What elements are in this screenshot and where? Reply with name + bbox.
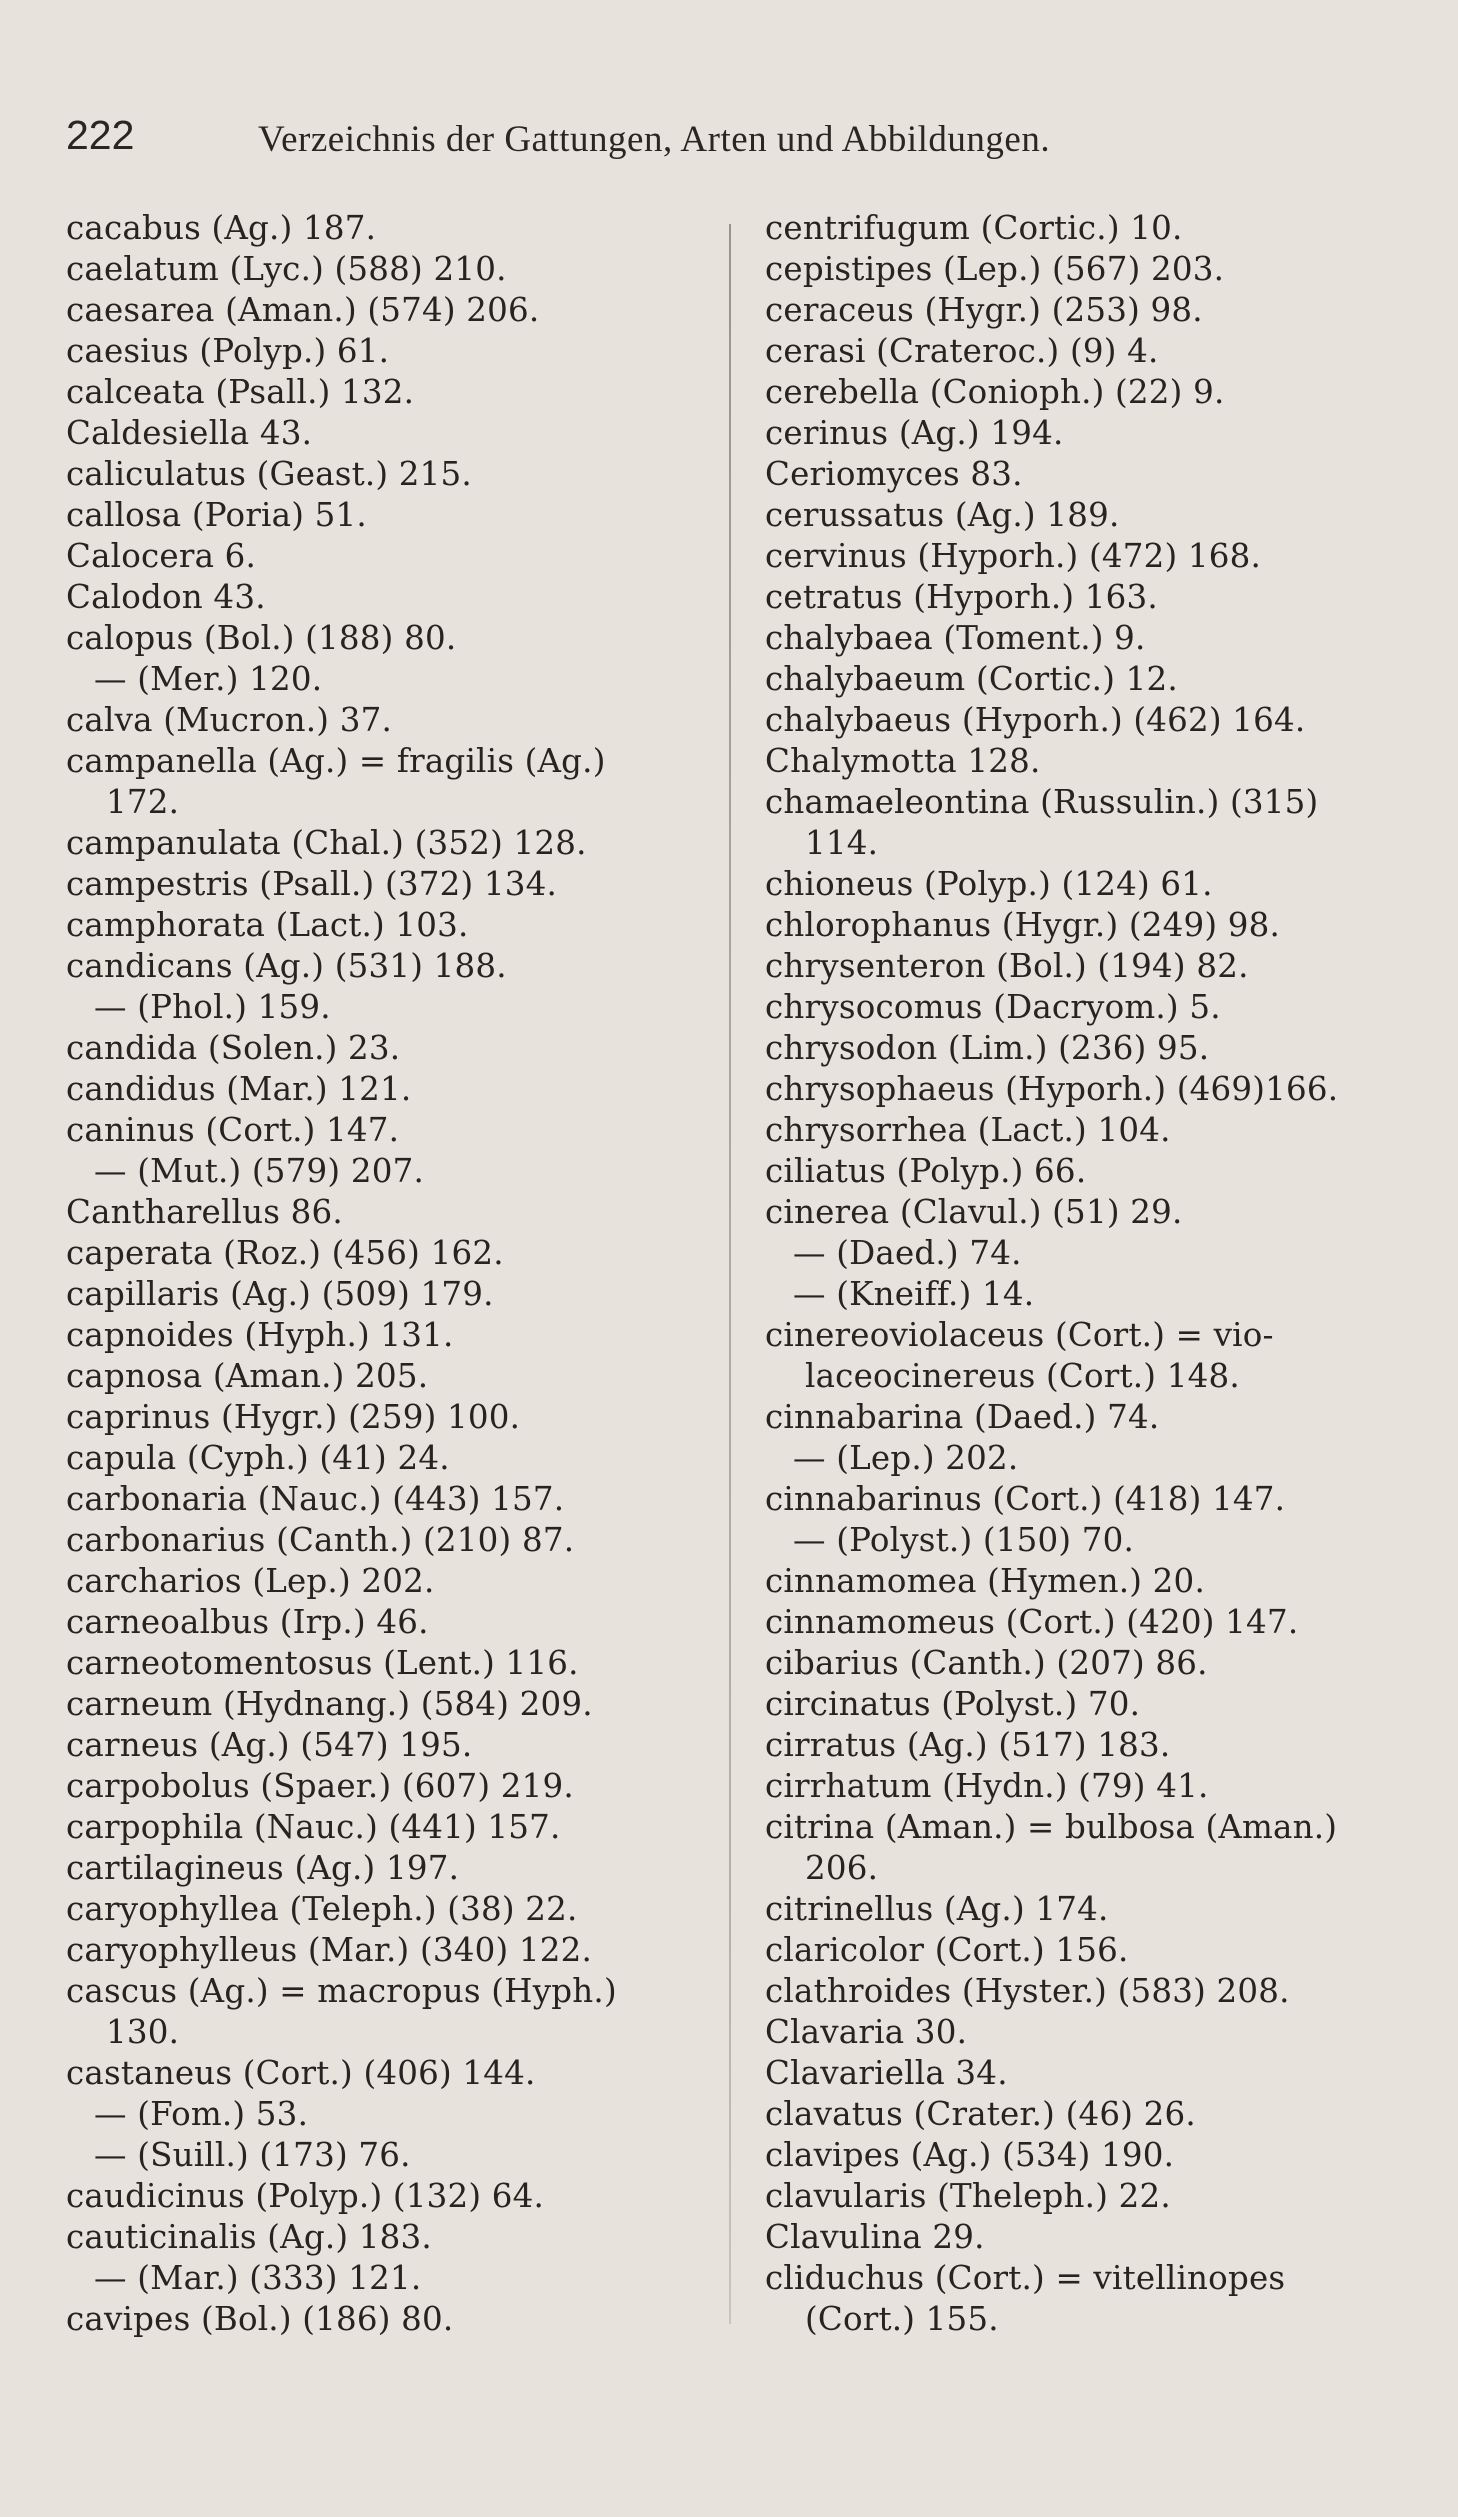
index-entry: carbonarius (Canth.) (210) 87. (66, 1521, 575, 1559)
index-entry: circinatus (Polyst.) 70. (765, 1685, 1141, 1723)
index-entry: campanulata (Chal.) (352) 128. (66, 824, 587, 862)
index-entry: chrysenteron (Bol.) (194) 82. (765, 947, 1249, 985)
index-entry: Clavariella 34. (765, 2054, 1008, 2092)
index-entry: (Cort.) 155. (805, 2300, 999, 2338)
index-entry: calceata (Psall.) 132. (66, 373, 415, 411)
index-entry: cauticinalis (Ag.) 183. (66, 2218, 432, 2256)
index-entry: cinnamomeus (Cort.) (420) 147. (765, 1603, 1299, 1641)
index-entry: carneoalbus (Irp.) 46. (66, 1603, 429, 1641)
index-entry: chioneus (Polyp.) (124) 61. (765, 865, 1213, 903)
index-entry: capillaris (Ag.) (509) 179. (66, 1275, 494, 1313)
index-entry: chlorophanus (Hygr.) (249) 98. (765, 906, 1281, 944)
index-entry: Clavaria 30. (765, 2013, 968, 2051)
left-index-column (66, 208, 706, 2340)
index-entry: calopus (Bol.) (188) 80. (66, 619, 457, 657)
index-entry: callosa (Poria) 51. (66, 496, 367, 534)
index-entry: — (Polyst.) (150) 70. (793, 1521, 1135, 1559)
index-entry: cliduchus (Cort.) = vitellinopes (765, 2259, 1286, 2297)
index-entry: cinerea (Clavul.) (51) 29. (765, 1193, 1183, 1231)
index-entry: castaneus (Cort.) (406) 144. (66, 2054, 536, 2092)
index-entry: carpophila (Nauc.) (441) 157. (66, 1808, 561, 1846)
index-entry: cinnabarinus (Cort.) (418) 147. (765, 1480, 1286, 1518)
index-entry: Chalymotta 128. (765, 742, 1041, 780)
index-entry: caninus (Cort.) 147. (66, 1111, 400, 1149)
index-entry: chalybaeum (Cortic.) 12. (765, 660, 1178, 698)
index-entry: Clavulina 29. (765, 2218, 985, 2256)
index-entry: — (Mer.) 120. (94, 660, 323, 698)
index-entry: cascus (Ag.) = macropus (Hyph.) (66, 1972, 617, 2010)
index-entry: citrinellus (Ag.) 174. (765, 1890, 1109, 1928)
index-entry: clavularis (Theleph.) 22. (765, 2177, 1171, 2215)
index-entry: carbonaria (Nauc.) (443) 157. (66, 1480, 565, 1518)
index-entry: campestris (Psall.) (372) 134. (66, 865, 558, 903)
index-entry: calva (Mucron.) 37. (66, 701, 392, 739)
index-entry: clavatus (Crater.) (46) 26. (765, 2095, 1196, 2133)
index-entry: 114. (805, 824, 879, 862)
index-entry: chalybaeus (Hyporh.) (462) 164. (765, 701, 1306, 739)
index-entry: chrysorrhea (Lact.) 104. (765, 1111, 1171, 1149)
index-entry: carcharios (Lep.) 202. (66, 1562, 435, 1600)
index-entry: — (Kneiff.) 14. (793, 1275, 1035, 1313)
index-entry: carneus (Ag.) (547) 195. (66, 1726, 473, 1764)
index-entry: caryophyllea (Teleph.) (38) 22. (66, 1890, 578, 1928)
index-entry: clathroides (Hyster.) (583) 208. (765, 1972, 1290, 2010)
index-entry: — (Fom.) 53. (94, 2095, 309, 2133)
index-entry: ceraceus (Hygr.) (253) 98. (765, 291, 1203, 329)
index-entry: cerasi (Crateroc.) (9) 4. (765, 332, 1159, 370)
index-entry: chamaeleontina (Russulin.) (315) (765, 783, 1319, 821)
index-entry: chrysodon (Lim.) (236) 95. (765, 1029, 1210, 1067)
index-entry: — (Mut.) (579) 207. (94, 1152, 425, 1190)
index-entry: candicans (Ag.) (531) 188. (66, 947, 507, 985)
index-entry: camphorata (Lact.) 103. (66, 906, 469, 944)
index-entry: chalybaea (Toment.) 9. (765, 619, 1146, 657)
index-entry: cetratus (Hyporh.) 163. (765, 578, 1158, 616)
index-entry: clavipes (Ag.) (534) 190. (765, 2136, 1175, 2174)
index-entry: capnosa (Aman.) 205. (66, 1357, 429, 1395)
index-entry: cirratus (Ag.) (517) 183. (765, 1726, 1171, 1764)
index-entry: cerebella (Conioph.) (22) 9. (765, 373, 1225, 411)
index-entry: cerinus (Ag.) 194. (765, 414, 1064, 452)
index-entry: 130. (106, 2013, 180, 2051)
index-entry: Calocera 6. (66, 537, 257, 575)
right-index-column (765, 208, 1415, 2340)
index-entry: cerussatus (Ag.) 189. (765, 496, 1120, 534)
index-entry: citrina (Aman.) = bulbosa (Aman.) (765, 1808, 1338, 1846)
index-entry: carpobolus (Spaer.) (607) 219. (66, 1767, 574, 1805)
index-entry: caryophylleus (Mar.) (340) 122. (66, 1931, 593, 1969)
index-entry: Cantharellus 86. (66, 1193, 343, 1231)
index-entry: cinnabarina (Daed.) 74. (765, 1398, 1160, 1436)
index-entry: caudicinus (Polyp.) (132) 64. (66, 2177, 545, 2215)
index-entry: claricolor (Cort.) 156. (765, 1931, 1129, 1969)
page-header (66, 112, 1418, 162)
index-entry: caesius (Polyp.) 61. (66, 332, 390, 370)
index-entry: capnoides (Hyph.) 131. (66, 1316, 454, 1354)
index-entry: caelatum (Lyc.) (588) 210. (66, 250, 507, 288)
index-entry: cibarius (Canth.) (207) 86. (765, 1644, 1208, 1682)
index-entry: cacabus (Ag.) 187. (66, 209, 377, 247)
index-entry: laceocinereus (Cort.) 148. (805, 1357, 1240, 1395)
index-entry: caliculatus (Geast.) 215. (66, 455, 472, 493)
index-entry: cinnamomea (Hymen.) 20. (765, 1562, 1205, 1600)
index-entry: — (Phol.) 159. (94, 988, 331, 1026)
index-entry: Ceriomyces 83. (765, 455, 1023, 493)
index-entry: carneum (Hydnang.) (584) 209. (66, 1685, 593, 1723)
index-entry: cavipes (Bol.) (186) 80. (66, 2300, 454, 2338)
index-entry: — (Mar.) (333) 121. (94, 2259, 422, 2297)
page-number: 222 (66, 112, 135, 158)
index-entry: 206. (805, 1849, 879, 1887)
index-entry: — (Suill.) (173) 76. (94, 2136, 411, 2174)
index-entry: cirrhatum (Hydn.) (79) 41. (765, 1767, 1209, 1805)
index-entry: 172. (106, 783, 180, 821)
running-title: Verzeichnis der Gattungen, Arten und Abbildungen. (258, 119, 1051, 160)
index-entry: caprinus (Hygr.) (259) 100. (66, 1398, 521, 1436)
index-entry: — (Lep.) 202. (793, 1439, 1019, 1477)
index-entry: centrifugum (Cortic.) 10. (765, 209, 1183, 247)
index-entry: Caldesiella 43. (66, 414, 313, 452)
index-entry: capula (Cyph.) (41) 24. (66, 1439, 450, 1477)
index-entry: cervinus (Hyporh.) (472) 168. (765, 537, 1262, 575)
index-entry: cinereoviolaceus (Cort.) = vio- (765, 1316, 1274, 1354)
index-entry: carneotomentosus (Lent.) 116. (66, 1644, 579, 1682)
column-divider (729, 224, 731, 2324)
index-entry: cepistipes (Lep.) (567) 203. (765, 250, 1225, 288)
index-entry: Calodon 43. (66, 578, 266, 616)
index-entry: candidus (Mar.) 121. (66, 1070, 412, 1108)
index-entry: cartilagineus (Ag.) 197. (66, 1849, 460, 1887)
index-entry: caesarea (Aman.) (574) 206. (66, 291, 540, 329)
index-entry: ciliatus (Polyp.) 66. (765, 1152, 1087, 1190)
index-entry: chrysophaeus (Hyporh.) (469)166. (765, 1070, 1339, 1108)
index-entry: caperata (Roz.) (456) 162. (66, 1234, 504, 1272)
index-entry: campanella (Ag.) = fragilis (Ag.) (66, 742, 606, 780)
index-entry: — (Daed.) 74. (793, 1234, 1022, 1272)
index-entry: chrysocomus (Dacryom.) 5. (765, 988, 1221, 1026)
index-entry: candida (Solen.) 23. (66, 1029, 401, 1067)
